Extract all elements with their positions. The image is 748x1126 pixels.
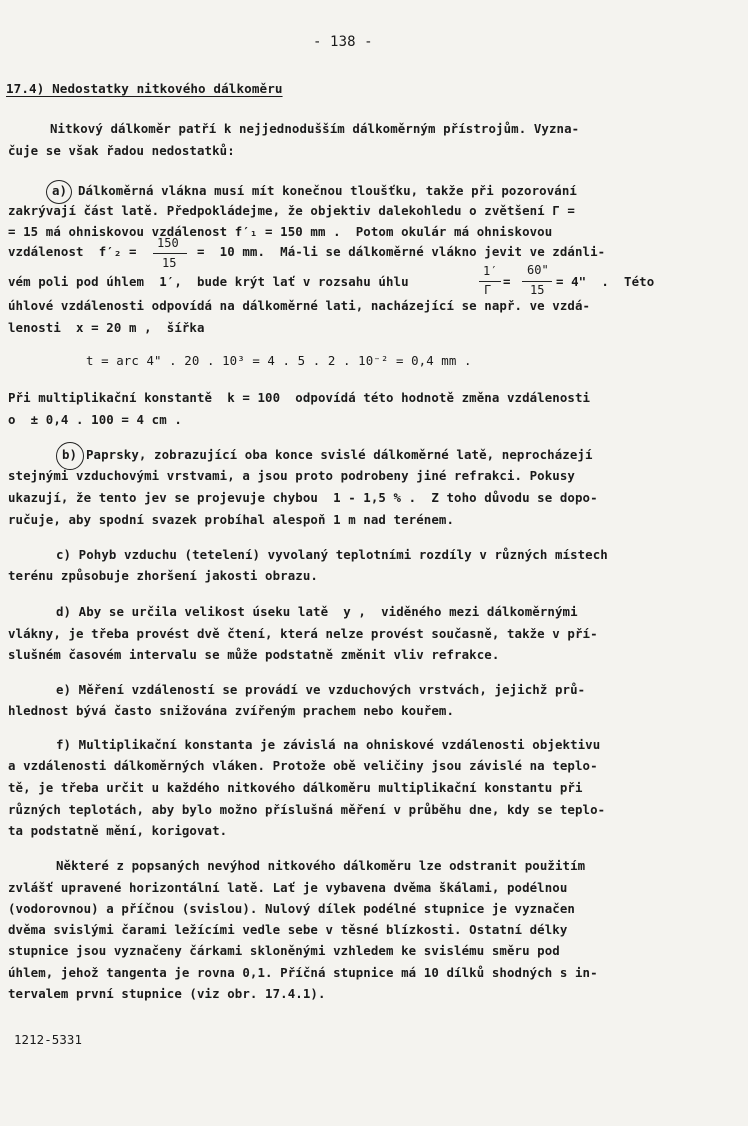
item-a-line: zakrývají část latě. Předpokládejme, že objektiv dalekohledu o zvětšení Γ = bbox=[8, 203, 575, 218]
item-f-line: a vzdálenosti dálkoměrných vláken. Protože obě veličiny jsou závislé na teplo- bbox=[8, 758, 598, 773]
item-a-line: = 4" . Této bbox=[556, 274, 655, 289]
item-a-line: vém poli pod úhlem 1′, bude krýt lať v rozsahu úhlu bbox=[8, 274, 409, 289]
intro-line: Nitkový dálkoměr patří k nejjednodušším dálkoměrným přístrojům. Vyzna- bbox=[50, 121, 580, 136]
document-page: - 138 - 17.4) Nedostatky nitkového dálkoměru Nitkový dálkoměr patří k nejjednodušším dálkoměrným přístrojům. Vyzna- čuje se však řadou nedostatků: a) Dálkoměrná vlákna musí mít konečnou tloušťku, takže při pozorování zakrývají část latě. Předpokládejme, že objektiv dalekohledu o zvětšení Γ = = 15 má ohniskovou vzdálenost f′₁ = 150 mm . Potom okulár má ohniskovou vzdálenost f′₂ = 150 15 = 10 mm. Má-li se dálkoměrné vlákno jevit ve zdánli- vém poli pod úhlem 1′, bude krýt lať v rozsahu úhlu 1′ Γ = 60" 15 = 4" . Této úhlové vzdálenosti odpovídá na dálkoměrné lati, nacházející se např. ve vzdá- lenosti x = 20 m , šířka t = arc 4" . 20 . 10³ = 4 . 5 . 2 . 10⁻² = 0,4 mm . Při multiplikační konstantě k = 100 odpovídá této hodnotě změna vzdálenosti o ± 0,4 . 100 = 4 cm . b) Paprsky, zobrazující oba konce svislé dálkoměrné latě, neprocházejí stejnými vzduchovými vrstvami, a jsou proto podrobeny jiné refrakci. Pokusy ukazují, že tento jev se projevuje chybou 1 - 1,5 % . Z toho důvodu se dopo- ručuje, aby spodní svazek probíhal alespoň 1 m nad terénem. c) Pohyb vzduchu (tetelení) vyvolaný teplotními rozdíly v různých místech terénu způsobuje zhoršení jakosti obrazu. d) Aby se určila velikost úseku latě y , viděného mezi dálkoměrnými vlákny, je třeba provést dvě čtení, která nelze provést současně, takže v pří- slušném časovém intervalu se může podstatně změnit vliv refrakce. e) Měření vzdáleností se provádí ve vzduchových vrstvách, jejichž prů- hlednost bývá často snižována zvířeným prachem nebo kouřem. f) Multiplikační konstanta je závislá na ohniskové vzdálenosti objektivu a vzdálenosti dálkoměrných vláken. Protože obě veličiny jsou závislé na teplo- tě, je třeba určit u každého nitkového dálkoměru multiplikační konstantu při různých teplotách, aby bylo možno příslušná měření v průběhu dne, kdy se teplo- ta podstatně mění, korigovat. Některé z popsaných nevýhod nitkového dálkoměru lze odstranit použitím zvlášť upravené horizontální latě. Lať je vybavena dvěma škálami, podélnou (vodorovnou) a příčnou (svislou). Nulový dílek podélné stupnice je vyznačen dvěma svislými čarami ležícími vedle sebe v těsné blízkosti. Ostatní délky stupnice jsou vyznačeny čárkami skloněnými vzhledem ke svislému směru pod úhlem, jehož tangenta je rovna 0,1. Příčná stupnice má 10 dílků shodných s in- tervalem první stupnice (viz obr. 17.4.1). 1212-5331 bbox=[6, 34, 655, 1047]
item-a-line: = 10 mm. Má-li se dálkoměrné vlákno jevit ve zdánli- bbox=[197, 244, 606, 259]
item-e-line: hlednost bývá často snižována zvířeným prachem nebo kouřem. bbox=[8, 703, 455, 718]
intro-line: čuje se však řadou nedostatků: bbox=[8, 143, 235, 158]
fraction-bar bbox=[522, 281, 552, 282]
closing-line: zvlášť upravené horizontální latě. Lať je vybavena dvěma škálami, podélnou bbox=[8, 880, 568, 895]
item-a-line: = 15 má ohniskovou vzdálenost f′₁ = 150 mm . Potom okulár má ohniskovou bbox=[8, 224, 553, 239]
closing-line: dvěma svislými čarami ležícími vedle sebe v těsné blízkosti. Ostatní délky bbox=[8, 922, 568, 937]
fraction-denominator: Γ bbox=[484, 283, 492, 297]
page-number: - 138 - bbox=[313, 34, 373, 50]
item-c-line: c) Pohyb vzduchu (tetelení) vyvolaný teplotními rozdíly v různých místech bbox=[56, 547, 608, 562]
closing-line: (vodorovnou) a příčnou (svislou). Nulový dílek podélné stupnice je vyznačen bbox=[8, 901, 575, 916]
item-b-line: stejnými vzduchovými vrstvami, a jsou proto podrobeny jiné refrakci. Pokusy bbox=[8, 468, 575, 483]
item-b-label: b) bbox=[62, 447, 78, 462]
section-heading: 17.4) Nedostatky nitkového dálkoměru bbox=[6, 81, 283, 96]
item-a-label: a) bbox=[52, 183, 68, 198]
item-b-line: ukazují, že tento jev se projevuje chybou 1 - 1,5 % . Z toho důvodu se dopo- bbox=[8, 490, 598, 505]
item-d-line: slušném časovém intervalu se může podstatně změnit vliv refrakce. bbox=[8, 647, 500, 662]
note-line: Při multiplikační konstantě k = 100 odpovídá této hodnotě změna vzdálenosti bbox=[8, 390, 591, 405]
closing-line: tervalem první stupnice (viz obr. 17.4.1). bbox=[8, 986, 326, 1001]
formula: t = arc 4" . 20 . 10³ = 4 . 5 . 2 . 10⁻² = 0,4 mm . bbox=[86, 353, 472, 368]
fraction-denominator: 15 bbox=[162, 256, 177, 270]
fraction-numerator: 60" bbox=[527, 263, 549, 277]
item-c-line: terénu způsobuje zhoršení jakosti obrazu. bbox=[8, 568, 318, 583]
fraction-numerator: 1′ bbox=[483, 264, 498, 278]
item-b-line: ručuje, aby spodní svazek probíhal alespoň 1 m nad terénem. bbox=[8, 512, 455, 527]
fraction-bar bbox=[153, 253, 187, 254]
fraction-bar bbox=[479, 281, 501, 282]
note-line: o ± 0,4 . 100 = 4 cm . bbox=[8, 412, 182, 427]
item-a-line: Dálkoměrná vlákna musí mít konečnou tloušťku, takže při pozorování bbox=[78, 183, 577, 198]
fraction-numerator: 150 bbox=[157, 236, 179, 250]
item-a-line: vzdálenost f′₂ = bbox=[8, 244, 137, 259]
closing-line: stupnice jsou vyznačeny čárkami skloněnými vzhledem ke svislému směru pod bbox=[8, 943, 560, 958]
item-e-line: e) Měření vzdáleností se provádí ve vzduchových vrstvách, jejichž prů- bbox=[56, 682, 586, 697]
footer-code: 1212-5331 bbox=[14, 1032, 83, 1047]
item-f-line: f) Multiplikační konstanta je závislá na ohniskové vzdálenosti objektivu bbox=[56, 737, 601, 752]
item-a-line: úhlové vzdálenosti odpovídá na dálkoměrné lati, nacházející se např. ve vzdá- bbox=[8, 298, 591, 313]
item-d-line: vlákny, je třeba provést dvě čtení, která nelze provést současně, takže v pří- bbox=[8, 626, 598, 641]
item-f-line: ta podstatně mění, korigovat. bbox=[8, 823, 228, 838]
closing-line: úhlem, jehož tangenta je rovna 0,1. Příčná stupnice má 10 dílků shodných s in- bbox=[8, 965, 598, 980]
closing-line: Některé z popsaných nevýhod nitkového dálkoměru lze odstranit použitím bbox=[56, 858, 586, 873]
item-b-line: Paprsky, zobrazující oba konce svislé dálkoměrné latě, neprocházejí bbox=[86, 447, 593, 462]
item-f-line: různých teplotách, aby bylo možno příslušná měření v průběhu dne, kdy se teplo- bbox=[8, 802, 606, 817]
item-f-line: tě, je třeba určit u každého nitkového dálkoměru multiplikační konstantu při bbox=[8, 780, 583, 795]
item-d-line: d) Aby se určila velikost úseku latě y , viděného mezi dálkoměrnými bbox=[56, 604, 578, 619]
fraction-denominator: 15 bbox=[530, 283, 545, 297]
item-a-line: lenosti x = 20 m , šířka bbox=[8, 320, 205, 335]
